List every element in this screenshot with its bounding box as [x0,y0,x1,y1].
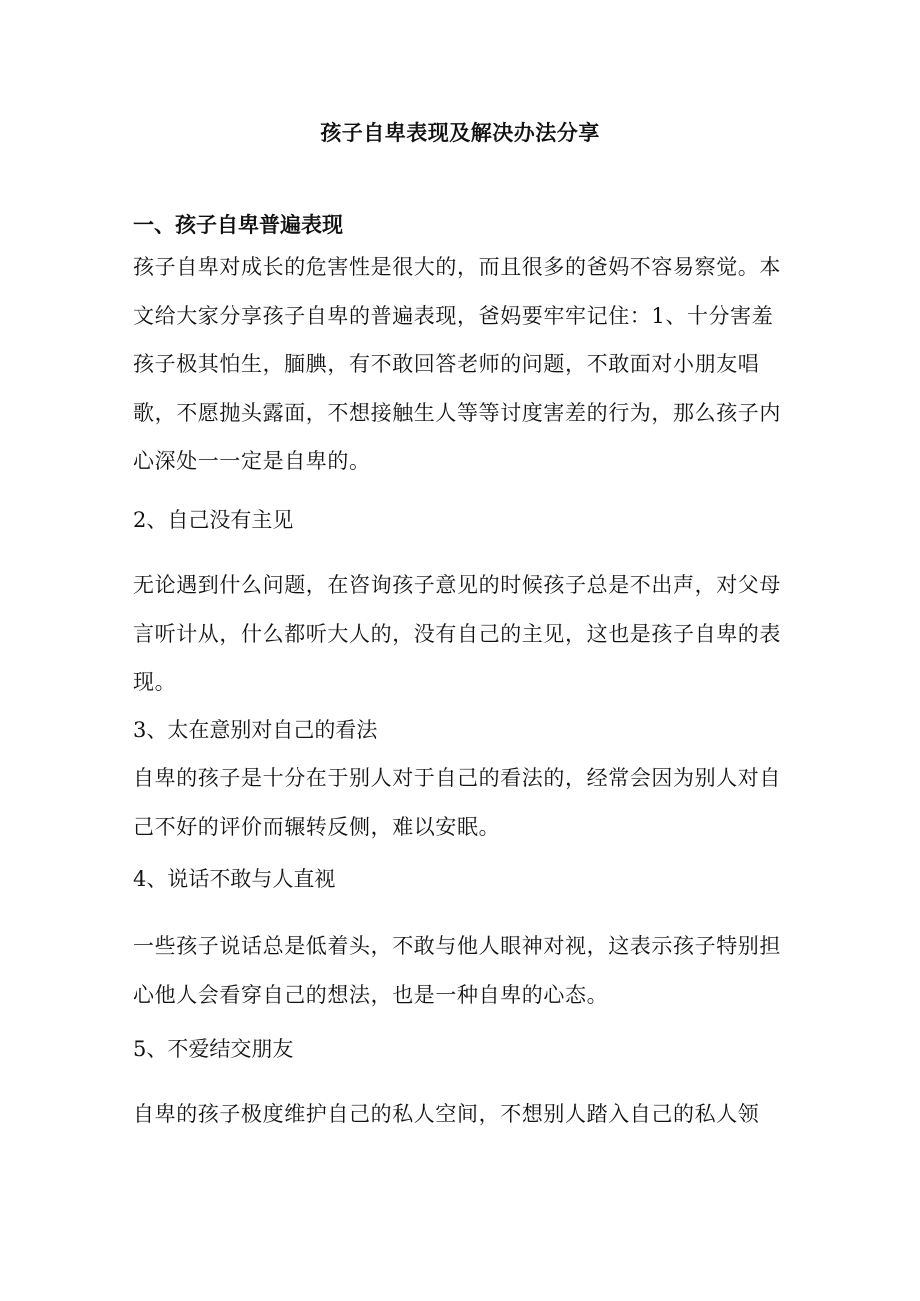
intro-paragraph: 孩子自卑对成长的危害性是很大的，而且很多的爸妈不容易察觉。本文给大家分享孩子自卑的普遍表现，爸妈要牢牢记住：1、十分害羞孩子极其怕生，腼腆，有不敢回答老师的问题，不敢面对小朋友唱歌，不愿抛头露面，不想接触生人等等讨度害差的行为，那么孩子内心深处一一定是自卑的。 [133,255,781,474]
item-4-body: 一些孩子说话总是低着头，不敢与他人眼神对视，这表示孩子特别担心他人会看穿自己的想法，也是一种自卑的心态。 [133,934,781,1007]
item-2-body: 无论遇到什么问题，在咨询孩子意见的时候孩子总是不出声，对父母言听计从，什么都听大人的，没有自己的主见，这也是孩子自卑的表现。 [133,573,781,695]
section-heading: 一、孩子自卑普遍表现 [133,213,343,237]
item-2-heading: 2、自己没有主见 [133,508,294,532]
item-3-body: 自卑的孩子是十分在于别人对于自己的看法的，经常会因为别人对自己不好的评价而辗转反侧，难以安眠。 [133,766,781,839]
item-3-heading: 3、太在意别对自己的看法 [133,718,378,742]
item-4-heading: 4、说话不敢与人直视 [133,867,336,891]
document-title: 孩子自卑表现及解决办法分享 [320,121,600,145]
item-5-body: 自卑的孩子极度维护自己的私人空间，不想别人踏入自己的私人领 [133,1102,760,1126]
item-5-heading: 5、不爱结交朋友 [133,1037,294,1061]
